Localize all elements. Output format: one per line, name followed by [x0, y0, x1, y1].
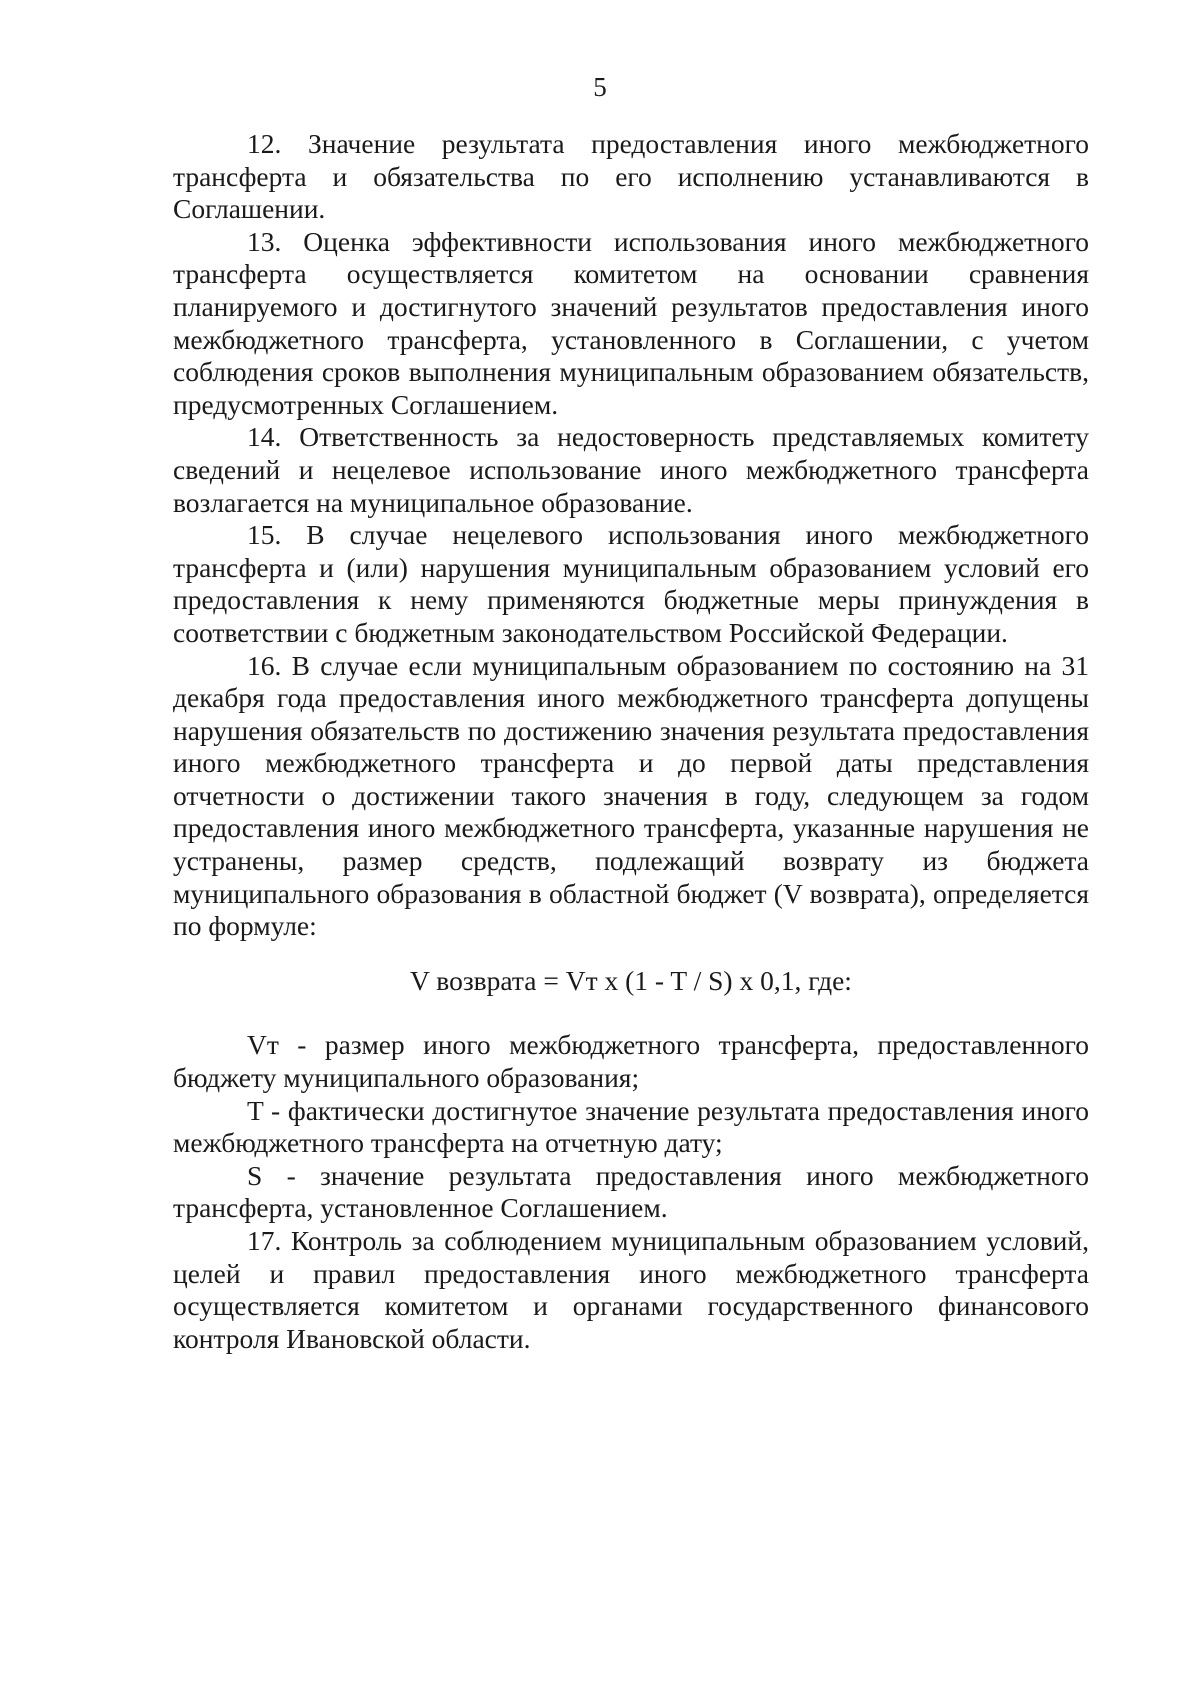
paragraph-13: 13. Оценка эффективности использования иного межбюджетного трансферта осуществляется комитетом на основании сравнения планируемого и достигнутого значений результатов предоставления иного межбюджетного трансферта, установленного в Соглашении, с учетом соблюдения сроков выполнения муниципальным образованием обязательств, предусмотренных Соглашением.	[173, 225, 1089, 420]
paragraph-16: 16. В случае если муниципальным образованием по состоянию на 31 декабря года предоставления иного межбюджетного трансферта допущены нарушения обязательств по достижению значения результата предоставления иного межбюджетного трансферта и до первой даты представления отчетности о достижении такого значения в году, следующем за годом предоставления иного межбюджетного трансферта, указанные нарушения не устранены, размер средств, подлежащий возврату из бюджета муниципального образования в областной бюджет (V возврата), определяется по формуле:	[173, 649, 1089, 942]
definition-vt: Vт - размер иного межбюджетного трансферта, предоставленного бюджету муниципального образования;	[173, 1029, 1089, 1094]
document-body	[173, 128, 1089, 1355]
paragraph-14: 14. Ответственность за недостоверность представляемых комитету сведений и нецелевое использование иного межбюджетного трансферта возлагается на муниципальное образование.	[173, 421, 1089, 518]
definition-s: S - значение результата предоставления иного межбюджетного трансферта, установленное Соглашением.	[173, 1159, 1089, 1224]
paragraph-17: 17. Контроль за соблюдением муниципальным образованием условий, целей и правил предоставления иного межбюджетного трансферта осуществляется комитетом и органами государственного финансового контроля Ивановской области.	[173, 1225, 1089, 1354]
definition-t: T - фактически достигнутое значение результата предоставления иного межбюджетного трансферта на отчетную дату;	[173, 1094, 1089, 1159]
page-number: 5	[593, 72, 607, 102]
paragraph-15: 15. В случае нецелевого использования иного межбюджетного трансферта и (или) нарушения муниципальным образованием условий его предоставления к нему применяются бюджетные меры принуждения в соответствии с бюджетным законодательством Российской Федерации.	[173, 519, 1089, 648]
paragraph-12: 12. Значение результата предоставления иного межбюджетного трансферта и обязательства по его исполнению устанавливаются в Соглашении.	[173, 128, 1089, 225]
refund-formula: V возврата = Vт x (1 - T / S) x 0,1, где:	[410, 964, 852, 996]
